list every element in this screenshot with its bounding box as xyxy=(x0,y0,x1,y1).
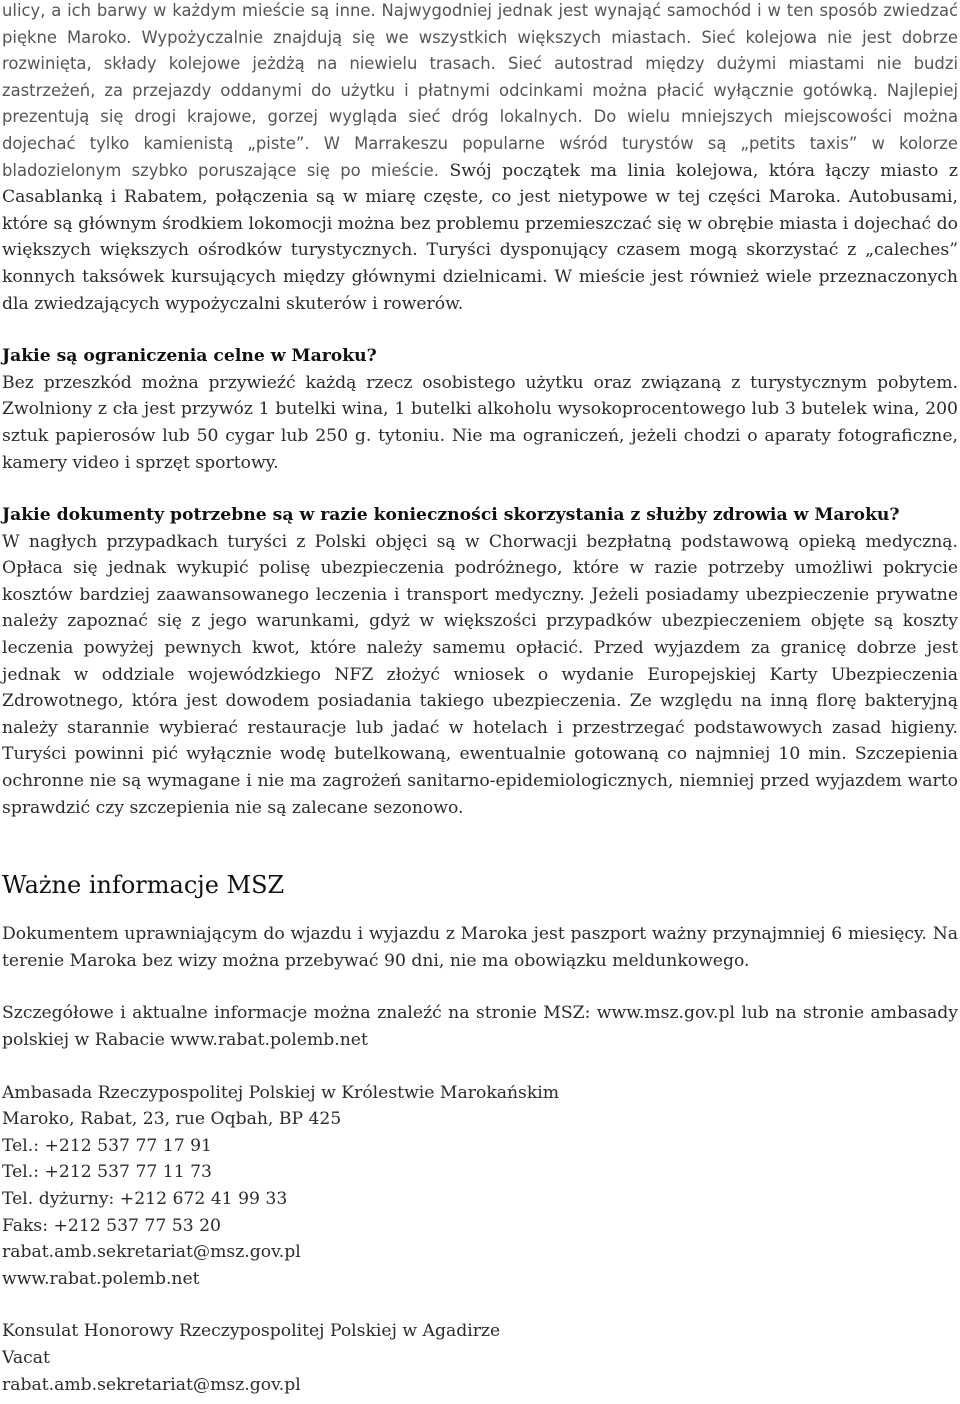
embassy-address: Maroko, Rabat, 23, rue Oqbah, BP 425 xyxy=(2,1109,342,1130)
consulate-status: Vacat xyxy=(2,1347,50,1368)
embassy-email: rabat.amb.sekretariat@msz.gov.pl xyxy=(2,1242,301,1263)
intro-paragraph xyxy=(2,0,958,317)
intro-serif-text: Swój początek ma linia kolejowa, która łączy miasto z Casablanką i Rabatem, połączenia są w miarę częste, co jest nietypowe w tej części Maroka. Autobusami, które są głównym środkiem lokomocji można bez problemu przemieszczać się w obrębie miasta i dojechać do większych większych ośrodków turystycznych. Turyści dysponujący czasem mogą skorzystać z „caleches” konnych taksówek kursujących między głównymi dzielnicami. W mieście jest również wiele przeznaczonych dla zwiedzających wypożyczalni skuterów i rowerów. xyxy=(2,160,958,314)
customs-answer: Bez przeszkód można przywieźć każdą rzecz osobistego użytku oraz związaną z turystycznym pobytem. Zwolniony z cła jest przywóz 1 butelki wina, 1 butelki alkoholu wysokoprocentowego lub 3 butelek wina, 200 sztuk papierosów lub 50 cygar lub 250 g. tytoniu. Nie ma ograniczeń, jeżeli chodzi o aparaty fotograficzne, kamery video i sprzęt sportowy. xyxy=(2,372,958,473)
msz-heading: Ważne informacje MSZ xyxy=(2,871,285,900)
health-answer: W nagłych przypadkach turyści z Polski objęci są w Chorwacji bezpłatną podstawową opieką medyczną. Opłaca się jednak wykupić polisę ubezpieczenia podróżnego, które w razie potrzeby umożliwi pokrycie kosztów bardziej zaawansowanego leczenia i transport medyczny. Jeżeli posiadamy ubezpieczenie prywatne należy zapoznać się z jego warunkami, gdyż w większości przypadków ubezpieczeniem objęte są koszty leczenia powyżej pewnych kwot, które należy samemu opłacić. Przed wyjazdem za granicę dobrze jest jednak w oddziale wojewódzkiego NFZ złożyć wniosek o wydanie Europejskiej Karty Ubezpieczenia Zdrowotnego, która jest dowodem posiadania takiego ubezpieczenia. Ze względu na inną florę bakteryjną należy starannie wybierać restauracje lub jadać w hotelach i przestrzegać podstawowych zasad higieny. Turyści powinni pić wyłącznie wodę butelkowaną, ewentualnie gotowaną co najmniej 10 min. Szczepienia ochronne nie są wymagane i nie ma zagrożeń sanitarno-epidemiologicznych, niemniej przed wyjazdem warto sprawdzić czy szczepienia nie są zalecane sezonowo. xyxy=(2,531,958,818)
embassy-phone-1: Tel.: +212 537 77 17 91 xyxy=(2,1135,212,1156)
consulate-contact xyxy=(2,1318,958,1398)
embassy-website: www.rabat.polemb.net xyxy=(2,1268,200,1289)
msz-documents: Dokumentem uprawniającym do wjazdu i wyjazdu z Maroka jest paszport ważny przynajmniej 6 miesięcy. Na terenie Maroka bez wizy można przebywać 90 dni, nie ma obowiązku meldunkowego. xyxy=(2,924,958,971)
customs-question: Jakie są ograniczenia celne w Maroku? xyxy=(2,346,377,367)
health-question: Jakie dokumenty potrzebne są w razie konieczności skorzystania z służby zdrowia w Maroku? xyxy=(2,505,900,526)
consulate-email: rabat.amb.sekretariat@msz.gov.pl xyxy=(2,1374,301,1395)
intro-sans-text: ulicy, a ich barwy w każdym mieście są inne. Najwygodniej jednak jest wynająć samochód i w ten sposób zwiedzać piękne Maroko. Wypożyczalnie znajdują się we wszystkich większych miastach. Sieć kolejowa nie jest dobrze rozwinięta, składy kolejowe jeżdżą na niewielu trasach. Sieć autostrad między dużymi miastami nie budzi zastrzeżeń, za przejazdy oddanymi do użytku i płatnymi odcinkami można płacić wyłącznie gotówką. Najlepiej prezentują się drogi krajowe, gorzej wygląda sieć dróg lokalnych. Do wielu mniejszych miejscowości można dojechać tylko kamienistą „piste”. W Marrakeszu popularne wśród turystów są „petits taxis” w kolorze bladozielonym szybko poruszające się po mieście. xyxy=(2,1,958,180)
msz-details: Szczegółowe i aktualne informacje można znaleźć na stronie MSZ: www.msz.gov.pl lub na stronie ambasady polskiej w Rabacie www.rabat.polemb.net xyxy=(2,1003,958,1050)
embassy-fax: Faks: +212 537 77 53 20 xyxy=(2,1215,221,1236)
embassy-contact xyxy=(2,1080,958,1293)
consulate-name: Konsulat Honorowy Rzeczypospolitej Polskiej w Agadirze xyxy=(2,1321,501,1342)
embassy-phone-duty: Tel. dyżurny: +212 672 41 99 33 xyxy=(2,1188,288,1209)
embassy-name: Ambasada Rzeczypospolitej Polskiej w Królestwie Marokańskim xyxy=(2,1082,560,1103)
embassy-phone-2: Tel.: +212 537 77 11 73 xyxy=(2,1162,212,1183)
